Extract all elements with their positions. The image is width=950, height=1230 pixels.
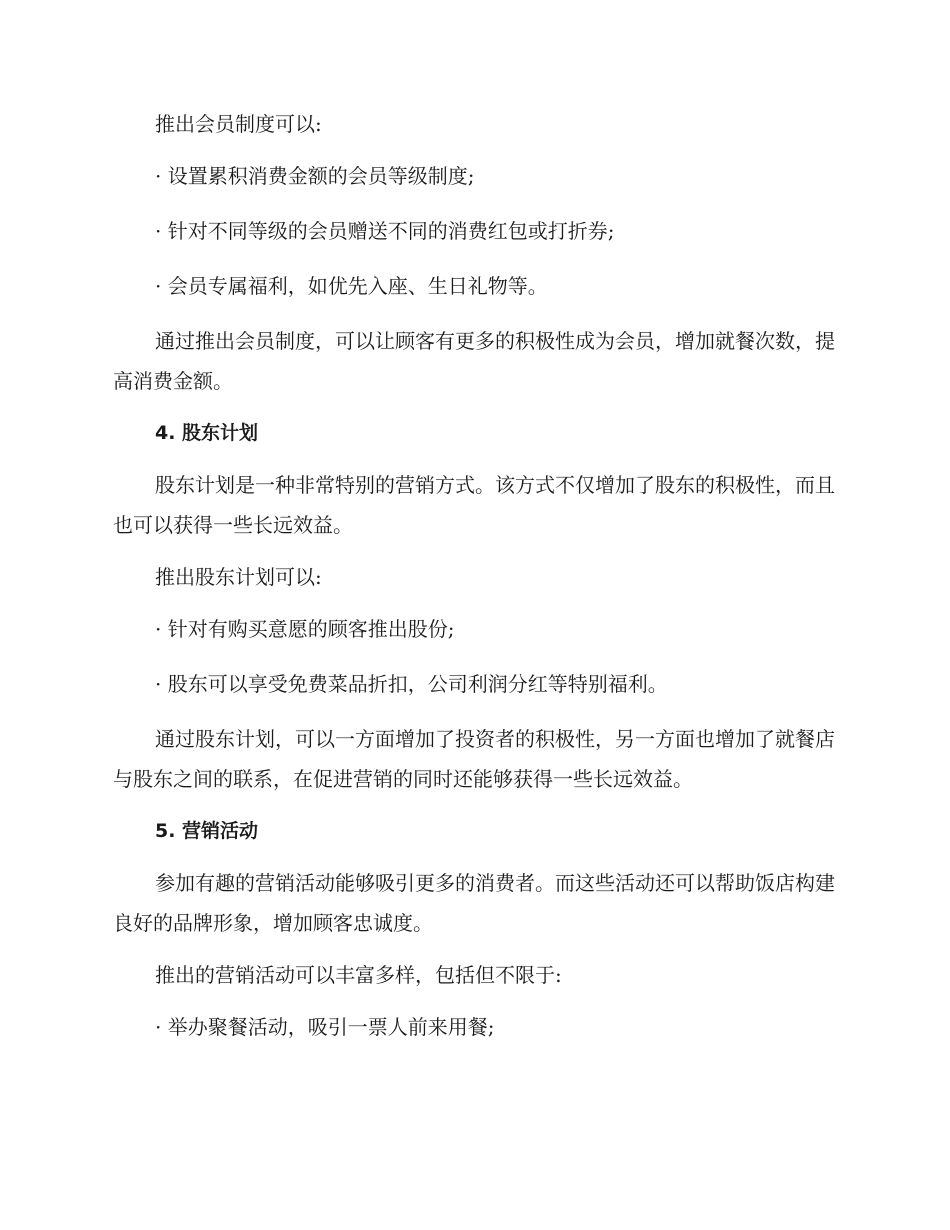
bullet-item-membership-coupons: · 针对不同等级的会员赠送不同的消费红包或打折券; bbox=[155, 219, 615, 243]
bullet-item-shareholder-shares: · 针对有购买意愿的顾客推出股份; bbox=[155, 617, 455, 641]
paragraph-marketing-intro: 推出的营销活动可以丰富多样，包括但不限于: bbox=[155, 963, 562, 987]
paragraph-shareholder-description: 股东计划是一种非常特别的营销方式。该方式不仅增加了股东的积极性，而且也可以获得一些长远效益。 bbox=[113, 473, 835, 537]
section-heading-shareholder-plan: 4. 股东计划 bbox=[155, 422, 259, 444]
paragraph-membership-summary: 通过推出会员制度，可以让顾客有更多的积极性成为会员，增加就餐次数，提高消费金额。 bbox=[113, 329, 835, 393]
bullet-item-membership-levels: · 设置累积消费金额的会员等级制度; bbox=[155, 164, 475, 188]
bullet-item-membership-perks: · 会员专属福利，如优先入座、生日礼物等。 bbox=[155, 274, 548, 298]
bullet-item-marketing-dinner-event: · 举办聚餐活动，吸引一票人前来用餐; bbox=[155, 1015, 495, 1039]
paragraph-marketing-description: 参加有趣的营销活动能够吸引更多的消费者。而这些活动还可以帮助饭店构建良好的品牌形象，增加顾客忠诚度。 bbox=[113, 871, 835, 935]
paragraph-shareholder-intro: 推出股东计划可以: bbox=[155, 565, 322, 589]
bullet-item-shareholder-benefits: · 股东可以享受免费菜品折扣，公司利润分红等特别福利。 bbox=[155, 672, 668, 696]
document-page bbox=[113, 104, 835, 1062]
paragraph-membership-intro: 推出会员制度可以: bbox=[155, 112, 322, 136]
section-heading-marketing-activities: 5. 营销活动 bbox=[155, 820, 259, 842]
paragraph-shareholder-summary: 通过股东计划，可以一方面增加了投资者的积极性，另一方面也增加了就餐店与股东之间的联系，在促进营销的同时还能够获得一些长远效益。 bbox=[113, 727, 835, 791]
